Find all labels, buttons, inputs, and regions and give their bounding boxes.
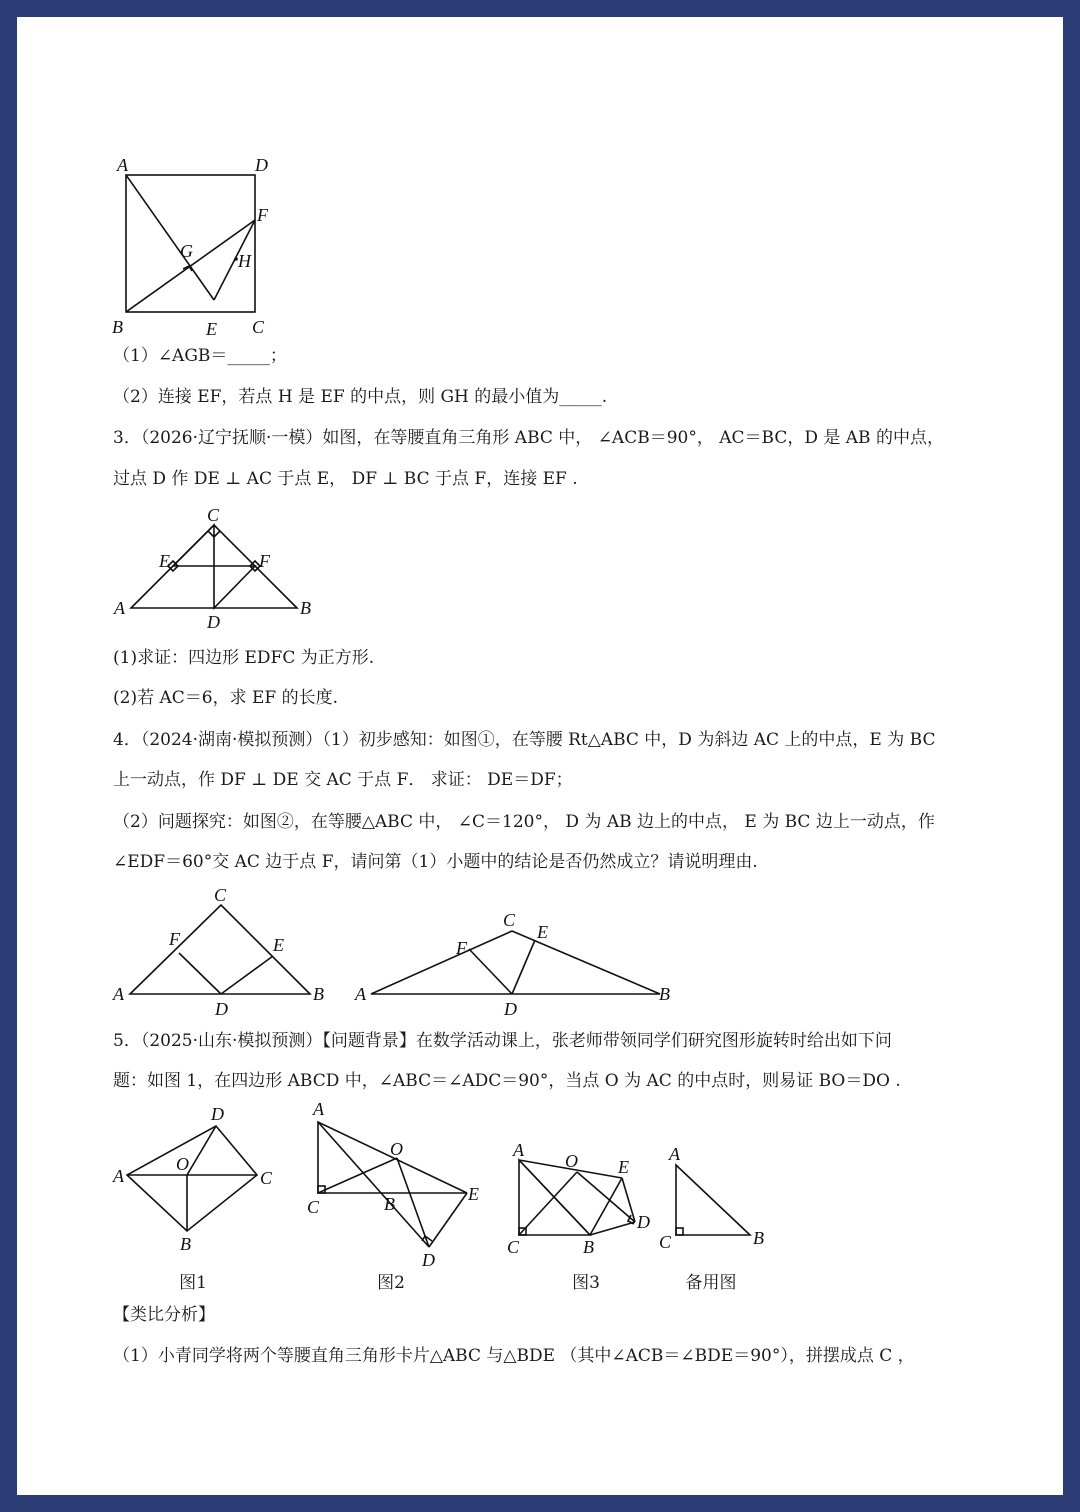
label-C: C bbox=[260, 1168, 273, 1188]
label-D: D bbox=[255, 155, 268, 175]
caption-fig2: 图2 bbox=[377, 1273, 405, 1293]
p5-question-1: （1）小青同学将两个等腰直角三角形卡片△ABC 与△BDE （其中∠ACB＝∠BDE＝90°），拼摆成点 C ， bbox=[113, 1346, 915, 1366]
p3-question-1: (1)求证：四边形 EDFC 为正方形. bbox=[113, 648, 375, 668]
label-F: F bbox=[456, 938, 467, 958]
label-A: A bbox=[113, 1166, 124, 1186]
p3-stem-line-1: 3．（2026·辽宁抚顺·一模）如图，在等腰直角三角形 ABC 中， ∠ACB＝90°， AC＝BC，D 是 AB 的中点， bbox=[113, 428, 944, 448]
label-C: C bbox=[252, 317, 265, 337]
p4-figure-2 bbox=[353, 897, 703, 1022]
label-B: B bbox=[112, 317, 123, 337]
label-A: A bbox=[513, 1140, 524, 1160]
label-E: E bbox=[618, 1157, 629, 1177]
label-E: E bbox=[159, 551, 170, 571]
p4-stem-line-3: （2）问题探究：如图②，在等腰△ABC 中， ∠C＝120°， D 为 AB 边上的中点， E 为 BC 边上一动点，作 bbox=[113, 812, 935, 832]
label-C: C bbox=[207, 505, 220, 525]
p4-stem-line-2: 上一动点，作 DF ⊥ DE 交 AC 于点 F． 求证： DE＝DF； bbox=[113, 770, 573, 790]
p5-figure-spare bbox=[657, 1142, 787, 1257]
label-E: E bbox=[537, 922, 548, 942]
p5-stem-line-1: 5．（2025·山东·模拟预测）【问题背景】在数学活动课上，张老师带领同学们研究图形旋转时给出如下问 bbox=[113, 1031, 892, 1051]
label-E: E bbox=[206, 319, 217, 339]
p4-stem-line-1: 4．（2024·湖南·模拟预测）（1）初步感知：如图①，在等腰 Rt△ABC 中，D 为斜边 AC 上的中点，E 为 BC bbox=[113, 730, 936, 750]
label-A: A bbox=[113, 984, 124, 1004]
label-B: B bbox=[384, 1194, 395, 1214]
label-D: D bbox=[215, 999, 228, 1019]
label-C: C bbox=[307, 1197, 320, 1217]
p2-question-2: （2）连接 EF，若点 H 是 EF 的中点，则 GH 的最小值为_____. bbox=[113, 387, 608, 407]
label-F: F bbox=[169, 929, 180, 949]
label-D: D bbox=[637, 1212, 650, 1232]
p3-figure bbox=[107, 503, 327, 633]
label-O: O bbox=[565, 1151, 578, 1171]
label-D: D bbox=[207, 612, 220, 632]
p2-question-1: （1）∠AGB＝_____； bbox=[113, 346, 287, 366]
label-A: A bbox=[114, 598, 125, 618]
label-E: E bbox=[468, 1184, 479, 1204]
label-A: A bbox=[355, 984, 366, 1004]
label-C: C bbox=[659, 1232, 672, 1252]
label-F: F bbox=[257, 205, 268, 225]
label-B: B bbox=[300, 598, 311, 618]
p3-stem-line-2: 过点 D 作 DE ⊥ AC 于点 E， DF ⊥ BC 于点 F，连接 EF . bbox=[113, 469, 578, 489]
label-G: G bbox=[180, 241, 193, 261]
p5-figure-2 bbox=[297, 1099, 512, 1272]
label-D: D bbox=[211, 1104, 224, 1124]
label-H: H bbox=[238, 251, 251, 271]
worksheet-page bbox=[17, 17, 1063, 1495]
p5-stem-line-2: 题：如图 1，在四边形 ABCD 中，∠ABC＝∠ADC＝90°，当点 O 为 AC 的中点时，则易证 BO＝DO . bbox=[113, 1071, 901, 1091]
p5-section-heading: 【类比分析】 bbox=[113, 1305, 215, 1325]
p5-figure-3 bbox=[497, 1142, 677, 1267]
p4-figure-1 bbox=[107, 879, 337, 1019]
label-O: O bbox=[176, 1154, 189, 1174]
label-C: C bbox=[214, 885, 227, 905]
label-C: C bbox=[503, 910, 516, 930]
label-D: D bbox=[422, 1250, 435, 1270]
caption-spare: 备用图 bbox=[685, 1273, 737, 1293]
p4-stem-line-4: ∠EDF＝60°交 AC 边于点 F，请问第（1）小题中的结论是否仍然成立？请说明理由. bbox=[113, 852, 758, 872]
label-B: B bbox=[583, 1237, 594, 1257]
caption-fig1: 图1 bbox=[179, 1273, 207, 1293]
caption-fig3: 图3 bbox=[572, 1273, 600, 1293]
label-A: A bbox=[313, 1099, 324, 1119]
label-B: B bbox=[180, 1234, 191, 1254]
label-F: F bbox=[259, 551, 270, 571]
label-A: A bbox=[669, 1144, 680, 1164]
label-B: B bbox=[753, 1228, 764, 1248]
label-B: B bbox=[659, 984, 670, 1004]
p3-question-2: (2)若 AC＝6，求 EF 的长度. bbox=[113, 688, 339, 708]
square-figure bbox=[107, 157, 307, 347]
label-A: A bbox=[117, 155, 128, 175]
p5-figure-1 bbox=[105, 1102, 285, 1267]
label-C: C bbox=[507, 1237, 520, 1257]
label-B: B bbox=[313, 984, 324, 1004]
label-D: D bbox=[504, 999, 517, 1019]
label-E: E bbox=[273, 935, 284, 955]
label-O: O bbox=[390, 1139, 403, 1159]
